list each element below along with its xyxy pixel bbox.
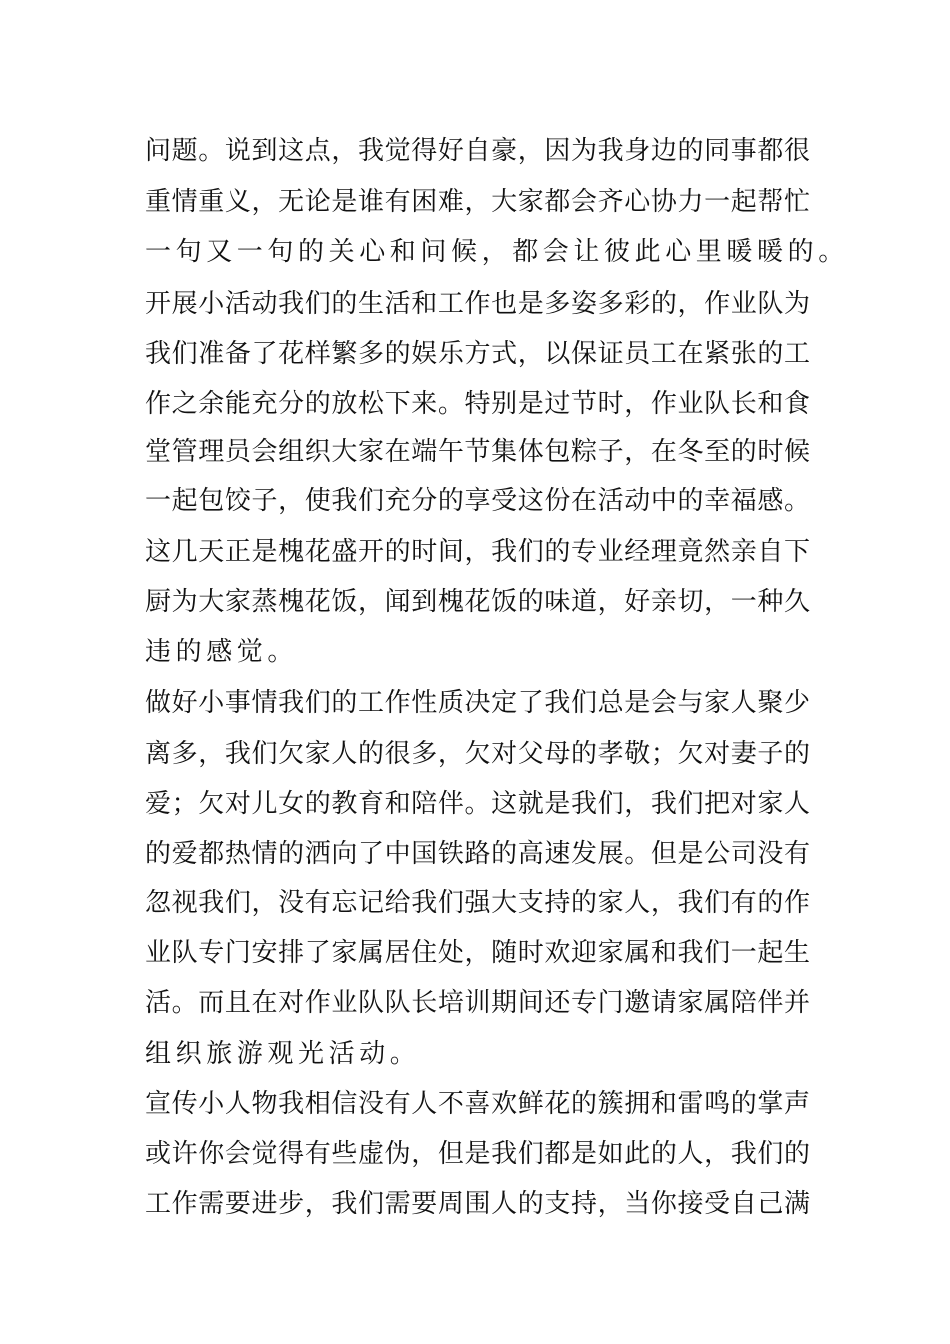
text-line: 问题。说到这点，我觉得好自豪，因为我身边的同事都很 [145,136,810,166]
text-line: 做好小事情我们的工作性质决定了我们总是会与家人聚少 [145,688,810,718]
text-line: 一句又一句的关心和问候，都会让彼此心里暖暖的。 [145,237,849,267]
text-line: 爱；欠对儿女的教育和陪伴。这就是我们，我们把对家人 [145,789,810,819]
text-line: 堂管理员会组织大家在端午节集体包粽子，在冬至的时候 [145,437,810,467]
text-line: 工作需要进步，我们需要周围人的支持，当你接受自己满 [145,1189,810,1219]
text-line: 作之余能充分的放松下来。特别是过节时，作业队长和食 [145,389,810,419]
text-line: 离多，我们欠家人的很多，欠对父母的孝敬；欠对妻子的 [145,739,810,769]
text-line: 组织旅游观光活动。 [145,1039,421,1069]
text-line: 这几天正是槐花盛开的时间，我们的专业经理竟然亲自下 [145,537,810,567]
text-line: 厨为大家蒸槐花饭，闻到槐花饭的味道，好亲切，一种久 [145,587,810,617]
text-line: 的爱都热情的洒向了中国铁路的高速发展。但是公司没有 [145,839,810,869]
text-line: 宣传小人物我相信没有人不喜欢鲜花的簇拥和雷鸣的掌声 [145,1089,810,1119]
text-line: 忽视我们，没有忘记给我们强大支持的家人，我们有的作 [145,888,810,918]
text-line: 违的感觉。 [145,637,299,667]
text-line: 活。而且在对作业队队长培训期间还专门邀请家属陪伴并 [145,988,810,1018]
text-line: 开展小活动我们的生活和工作也是多姿多彩的，作业队为 [145,289,810,319]
text-line: 业队专门安排了家属居住处，随时欢迎家属和我们一起生 [145,938,810,968]
text-line: 或许你会觉得有些虚伪，但是我们都是如此的人，我们的 [145,1139,810,1169]
text-line: 重情重义，无论是谁有困难，大家都会齐心协力一起帮忙 [145,187,810,217]
text-line: 一起包饺子，使我们充分的享受这份在活动中的幸福感。 [145,486,810,516]
text-line: 我们准备了花样繁多的娱乐方式，以保证员工在紧张的工 [145,339,810,369]
